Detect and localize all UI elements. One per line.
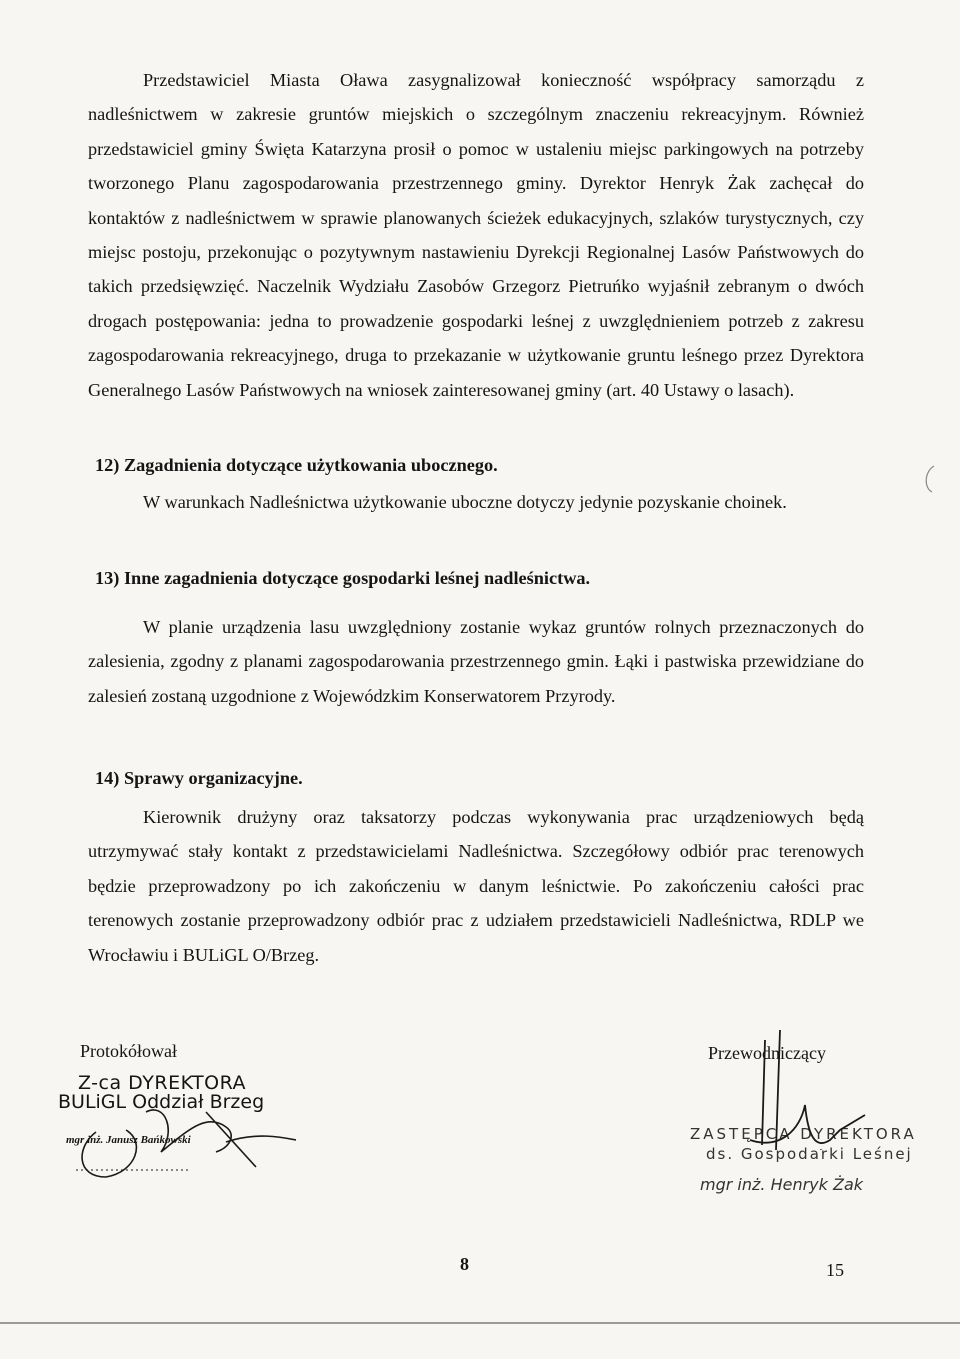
handwritten-signature-right [690,1010,920,1150]
section-heading-13: 13) Inne zagadnienia dotyczące gospodarki leśnej nadleśnictwa. [95,568,591,588]
scan-edge-mark [920,460,940,500]
paragraph-secondary-use: W warunkach Nadleśnictwa użytkowanie uboczne dotyczy jedynie pozyskanie choinek. [143,492,787,512]
paragraph-afforestation: W planie urządzenia lasu uwzględniony zostanie wykaz gruntów rolnych przeznaczonych do zalesienia, zgodny z planami zagospodarowania przestrzennego gmin. Łąki i pastwiska przewidziane do zalesień zostaną uzgodnione z Wojewódzkim Konserwatorem Przyrody. [88,617,864,706]
stamp-line: Z-ca DYREKTORA [78,1072,247,1094]
stamp-name-line: mgr inż. Janusz Bańkowski [66,1134,191,1146]
recorder-label: Protokółował [80,1041,177,1061]
page-number-right: 15 [826,1260,844,1280]
section-heading-12: 12) Zagadnienia dotyczące użytkowania ubocznego. [95,455,498,475]
section-heading-14: 14) Sprawy organizacyjne. [95,768,303,788]
handwritten-signature-left [56,1072,296,1182]
stamp-line: ds. Gospodarki Leśnej [706,1145,913,1163]
paragraph-organization: Kierownik drużyny oraz taksatorzy podczas wykonywania prac urządzeniowych będą utrzymywać stały kontakt z przedstawicielami Nadleśnictwa. Szczegółowy odbiór prac terenowych będzie przeprowadzony po ich zakończeniu w danym leśnictwie. Po zakończeniu całości prac terenowych zostanie przeprowadzony odbiór prac z udziałem przedstawicieli Nadleśnictwa, RDLP we Wrocławiu i BULiGL O/Brzeg. [88,807,864,965]
stamp-line: BULiGL Oddział Brzeg [58,1091,265,1113]
scan-bottom-edge [0,1322,960,1324]
page-number-center: 8 [460,1254,469,1274]
stamp-line: ZASTĘPCA DYREKTORA [690,1125,917,1143]
chairman-label: Przewodniczący [708,1043,826,1063]
stamp-name-line: mgr inż. Henryk Żak [700,1175,864,1194]
paragraph-oława-recreation: Przedstawiciel Miasta Oława zasygnalizował konieczność współpracy samorządu z nadleśnictwem w zakresie gruntów miejskich o szczególnym znaczeniu rekreacyjnym. Również przedstawiciel gminy Święta Katarzyna prosił o pomoc w ustaleniu miejsc parkingowych na potrzeby tworzonego Planu zagospodarowania przestrzennego gminy. Dyrektor Henryk Żak zachęcał do kontaktów z nadleśnictwem w sprawie planowanych ścieżek edukacyjnych, szlaków turystycznych, czy miejsc postoju, przekonując o pozytywnym nastawieniu Dyrekcji Regionalnej Lasów Państwowych do takich przedsięwzięć. Naczelnik Wydziału Zasobów Grzegorz Pietruńko wyjaśnił zebranym o dwóch drogach postępowania: jedna to prowadzenie gospodarki leśnej z uwzględnieniem potrzeb z zakresu zagospodarowania rekreacyjnego, druga to przekazanie w użytkowanie gruntu leśnego przez Dyrektora Generalnego Lasów Państwowych na wniosek zainteresowanej gminy (art. 40 Ustawy o lasach). [88,70,864,400]
chairman-stamp [690,1120,920,1230]
recorder-stamp [56,1072,296,1182]
